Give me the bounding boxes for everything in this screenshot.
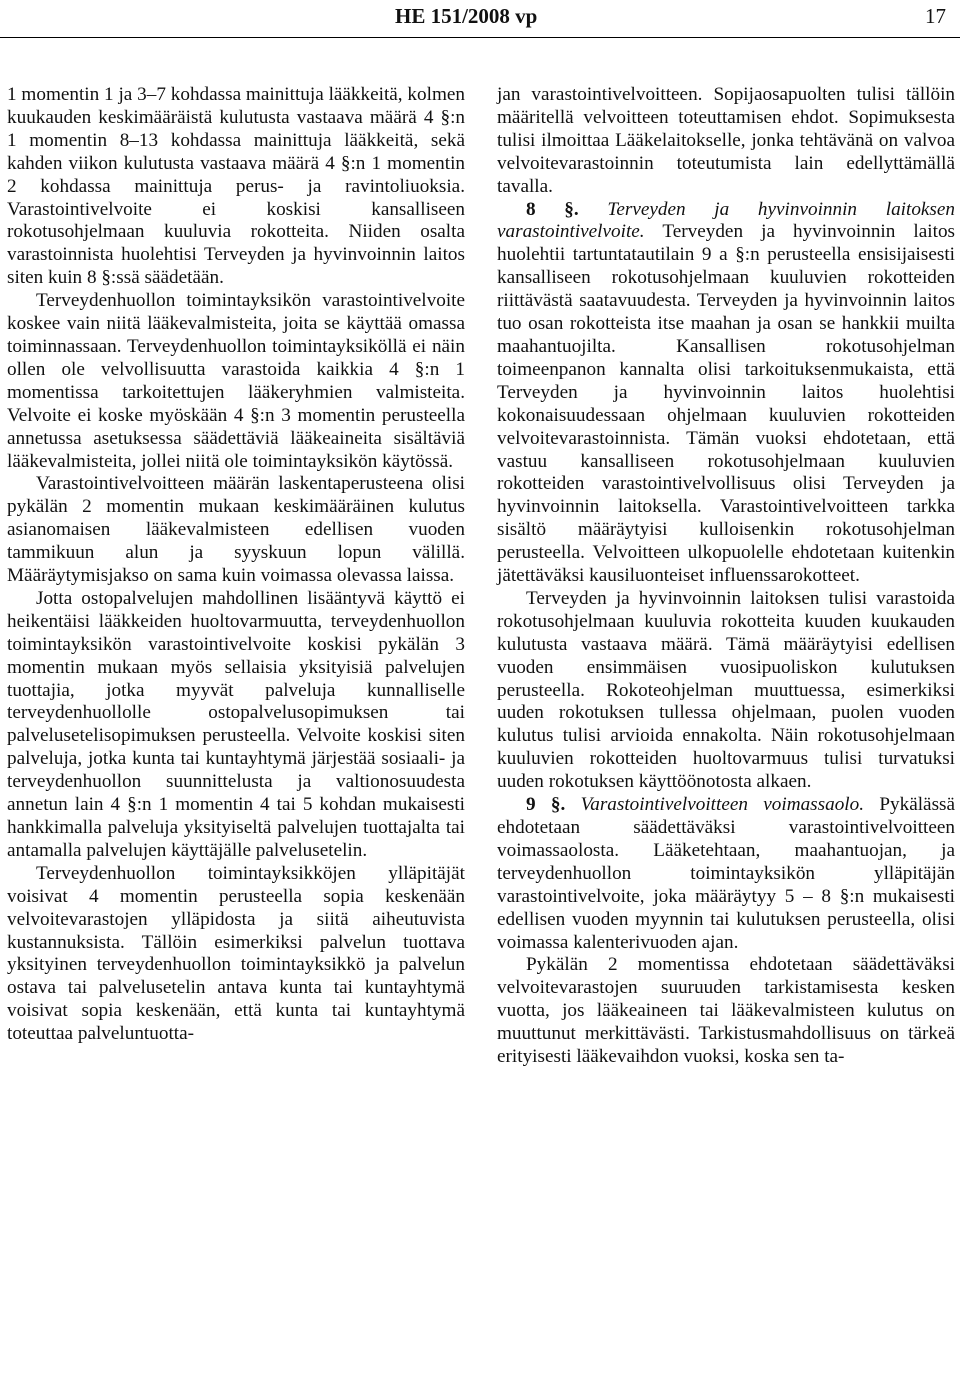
header-rule [0, 37, 960, 38]
paragraph: Terveydenhuollon toimintayksikköjen ylläpitäjät voisivat 4 momentin perusteella sopia keskenään velvoitevarastojen ylläpidosta ja siitä aiheutuvista kustannuksista. Tällöin esimerkiksi palvelun tuottava yksityinen terveydenhuollon toimintayksikkö ja palvelun ostava tai palvelusetelin antava kunta tai kuntayhtymä voisivat sopia keskenään, että kunta tai kuntayhtymä toteuttaa palveluntuotta- [7, 862, 465, 1045]
section-text: Terveyden ja hyvinvoinnin laitos huolehtii tartuntatautilain 9 a §:n perusteella ensisijaisesti kansalliseen rokotusohjelmaan kuuluvien rokotteiden riittävästä saatavuudesta. Terveyden ja hyvinvoinnin laitos tuo osan rokotteista itse maahan ja osan se hankkii muilta maahantuojilta. Kansallisen rokotusohjelman toimeenpanon kannalta olisi tarkoituksenmukaista, että Terveyden ja hyvinvoinnin laitos huolehtisi kokonaisuudessaan ohjelmaan kuuluvien rokotteiden velvoitevarastoinnista. Tämän vuoksi ehdotetaan, että vastuu kansalliseen rokotusohjelmaan kuuluvien rokotteiden varastointivelvollisuus olisi Terveyden ja hyvinvoinnin laitoksella. Varastointivelvoitteen tarkka sisältö määräytyisi kulloisenkin rokotusohjelman perusteella. Velvoitteen ulkopuolelle ehdotetaan kuitenkin jätettäväksi kausiluonteiset influenssarokotteet. [497, 221, 956, 587]
paragraph: Terveydenhuollon toimintayksikön varastointivelvoite koskee vain niitä lääkevalmisteita, joita se käyttää omassa toiminnassaan. Terveydenhuollon toimintayksiköllä ei näin ollen ole velvollisuutta varastoida kaikkia 4 §:n 1 momentissa tarkoitettujen lääkeryhmien valmisteita. Velvoite ei koske myöskään 4 §:n 3 momentin perusteella annetussa asetuksessa säädettäviä lääkeaineita sisältäviä lääkevalmisteita, jollei niitä ole toimintayksikön käytössä. [7, 290, 465, 472]
paragraph: Varastointivelvoitteen määrän laskentaperusteena olisi pykälän 2 momentin mukaan keskimääräinen kulutus asianomaisen lääkevalmisteen edellisen vuoden tammikuun alun ja syyskuun lopun välillä. Määräytymisjakso on sama kuin voimassa olevassa laissa. [7, 473, 465, 587]
right-column [497, 84, 955, 1069]
section-number: 9 §. [526, 794, 566, 816]
page-header [0, 0, 960, 30]
page-number: 17 [925, 4, 946, 28]
paragraph: jan varastointivelvoitteen. Sopijaosapuolten tulisi tällöin määritellä velvoitteen toteuttamisen ehdot. Sopimuksesta tulisi ilmoittaa Lääkelaitokselle, jonka tehtävänä on valvoa velvoitevarastoinnin toteutumista lain edellyttämällä tavalla. [497, 84, 955, 197]
section-text: Pykälässä ehdotetaan säädettäväksi varastointivelvoitteen voimassaolosta. Lääketehtaan, maahantuojan, ja terveydenhuollon toimintayksikön ylläpitäjän varastointivelvoite, joka määräytyy 5 – 8 §:n mukaisesti edellisen vuoden myynnin tai kulutuksen perusteella, olisi voimassa kalenterivuoden ajan. [497, 794, 956, 953]
paragraph: Terveyden ja hyvinvoinnin laitoksen tulisi varastoida rokotusohjelmaan kuuluvia rokotteita kuuden kuukauden kulutusta vastaava määrä. Tämä määräytyisi edellisen vuoden ensimmäisen vuosipuoliskon kulutuksen perusteella. Rokoteohjelman muuttuessa, esimerkiksi uuden rokotuksen tullessa ohjelmaan, puolen vuoden kulutus tulisi arvioida ennakolta. Näin rokotusohjelmaan kuuluvien rokotteiden huoltovarmuus tulisi turvatuksi uuden rokotuksen käyttöönotosta alkaen. [497, 587, 955, 793]
paragraph: 1 momentin 1 ja 3–7 kohdassa mainittuja lääkkeitä, kolmen kuukauden keskimääräistä kulutusta vastaava määrä 4 §:n 1 momentin 8–13 kohdassa mainittuja lääkkeitä, sekä kahden viikon kulutusta vastaava määrä 4 §:n 1 momentin 2 kohdassa mainittuja perus- ja ravintoliuoksia. Varastointivelvoite ei koskisi kansalliseen rokotusohjelmaan kuuluvia rokotteita. Niiden osalta varastoinnista huolehtisi Terveyden ja hyvinvoinnin laitos siten kuin 8 §:ssä säädetään. [7, 84, 465, 289]
section-title: Terveyden ja hyvinvoinnin laitoksen varastointivelvoite. [497, 198, 956, 243]
section-title: Varastointivelvoitteen voimassaolo. [580, 794, 865, 816]
left-column [7, 84, 465, 1046]
paragraph: Jotta ostopalvelujen mahdollinen lisääntyvä käyttö ei heikentäisi lääkkeiden huoltovarmuutta, terveydenhuollon toimintayksikön varastointivelvoite koskisi pykälän 3 momentin mukaan myös sellaisia yksityisiä palvelujen tuottajia, jotka myyvät palveluja kunnalliselle terveydenhuollolle ostopalvelusopimuksen tai palvelusetelisopimuksen perusteella. Velvoite koskisi siten palveluja, jotka kunta tai kuntayhtymä järjestää sosiaali- ja terveydenhuollon suunnittelusta ja valtionosuudesta annetun lain 4 §:n 1 momentin 4 tai 5 kohdan mukaisesti hankkimalla palveluja yksityiseltä palvelujen tuottajalta tai antamalla palvelujen käyttäjälle palvelusetelin. [7, 587, 465, 861]
paragraph: Pykälän 2 momentissa ehdotetaan säädettäväksi velvoitevarastojen suuruuden tarkistamisesta kesken vuotta, jos lääkeaineen tai lääkevalmisteen kulutus on muuttunut merkittävästi. Tarkistusmahdollisuus on tärkeä erityisesti lääkevaihdon vuoksi, koska sen ta- [497, 954, 955, 1068]
document-id: HE 151/2008 vp [395, 4, 538, 28]
section-9-paragraph [497, 794, 955, 954]
section-number: 8 §. [526, 198, 579, 220]
section-8-paragraph [497, 199, 955, 588]
